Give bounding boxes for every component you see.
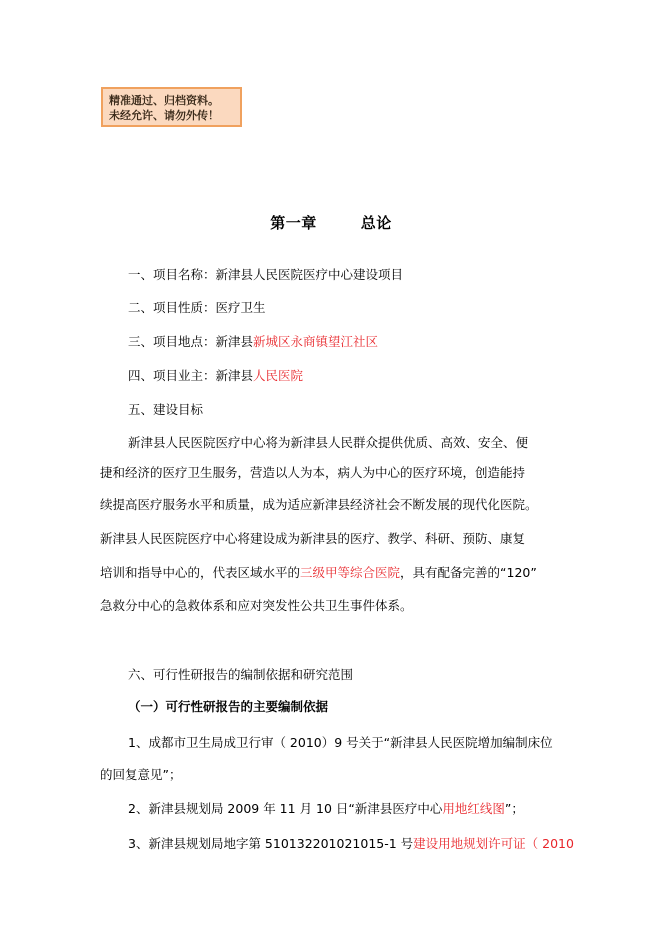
goal-paragraph-line-4: 新津县人民医院医疗中心将建设成为新津县的医疗、教学、科研、预防、康复	[100, 531, 526, 546]
item-construction-goal: 五、建设目标	[128, 402, 204, 417]
section-6-heading: 六、可行性研报告的编制依据和研究范围	[128, 667, 354, 682]
basis-2-suffix: ”；	[504, 801, 524, 816]
goal-paragraph-line-1: 新津县人民医院医疗中心将为新津县人民群众提供优质、高效、安全、便	[128, 435, 529, 450]
basis-2-prefix: 2、新津县规划局 2009 年 11 月 10 日“新津县医疗中心	[128, 801, 443, 816]
basis-3-highlight: 建设用地规划许可证（ 2010	[413, 836, 574, 851]
basis-2-highlight: 用地红线图	[442, 801, 505, 816]
goal-line5-highlight: 三级甲等综合医院	[300, 565, 401, 580]
goal-paragraph-line-5	[100, 563, 537, 581]
item-owner-highlight: 人民医院	[253, 368, 304, 383]
goal-line5-suffix: ，具有配备完善的“120”	[400, 565, 537, 580]
basis-2	[128, 799, 524, 817]
stamp-line-2: 未经允许、请勿外传！	[109, 109, 219, 122]
goal-paragraph-line-3: 续提高医疗服务水平和质量，成为适应新津县经济社会不断发展的现代化医院。	[100, 497, 538, 512]
chapter-name: 总论	[360, 214, 392, 232]
goal-line5-prefix: 培训和指导中心的，代表区域水平的	[100, 565, 301, 580]
goal-paragraph-line-6: 急救分中心的急救体系和应对突发性公共卫生事件体系。	[100, 598, 413, 613]
chapter-title	[0, 212, 662, 233]
item-project-owner	[128, 366, 303, 384]
item-location-prefix: 三、项目地点：新津县	[128, 334, 254, 349]
archive-stamp	[101, 87, 242, 127]
item-project-location	[128, 332, 378, 350]
item-location-highlight: 新城区永商镇望江社区	[253, 334, 379, 349]
stamp-line-1: 精准通过、归档资料。	[109, 94, 219, 107]
item-owner-prefix: 四、项目业主：新津县	[128, 368, 254, 383]
chapter-label: 第一章	[270, 214, 317, 232]
basis-3	[128, 834, 574, 852]
basis-1-line-2: 的回复意见”；	[100, 767, 182, 782]
goal-paragraph-line-2: 捷和经济的医疗卫生服务，营造以人为本，病人为中心的医疗环境，创造能持	[100, 465, 526, 480]
item-project-name: 一、项目名称：新津县人民医院医疗中心建设项目	[128, 267, 404, 282]
basis-3-prefix: 3、新津县规划局地字第 510132201021015-1 号	[128, 836, 414, 851]
section-6-subheading: （一）可行性研报告的主要编制依据	[128, 699, 329, 714]
basis-1-line-1: 1、成都市卫生局成卫行审（ 2010）9 号关于“新津县人民医院增加编制床位	[128, 735, 553, 750]
item-project-nature: 二、项目性质：医疗卫生	[128, 300, 266, 315]
